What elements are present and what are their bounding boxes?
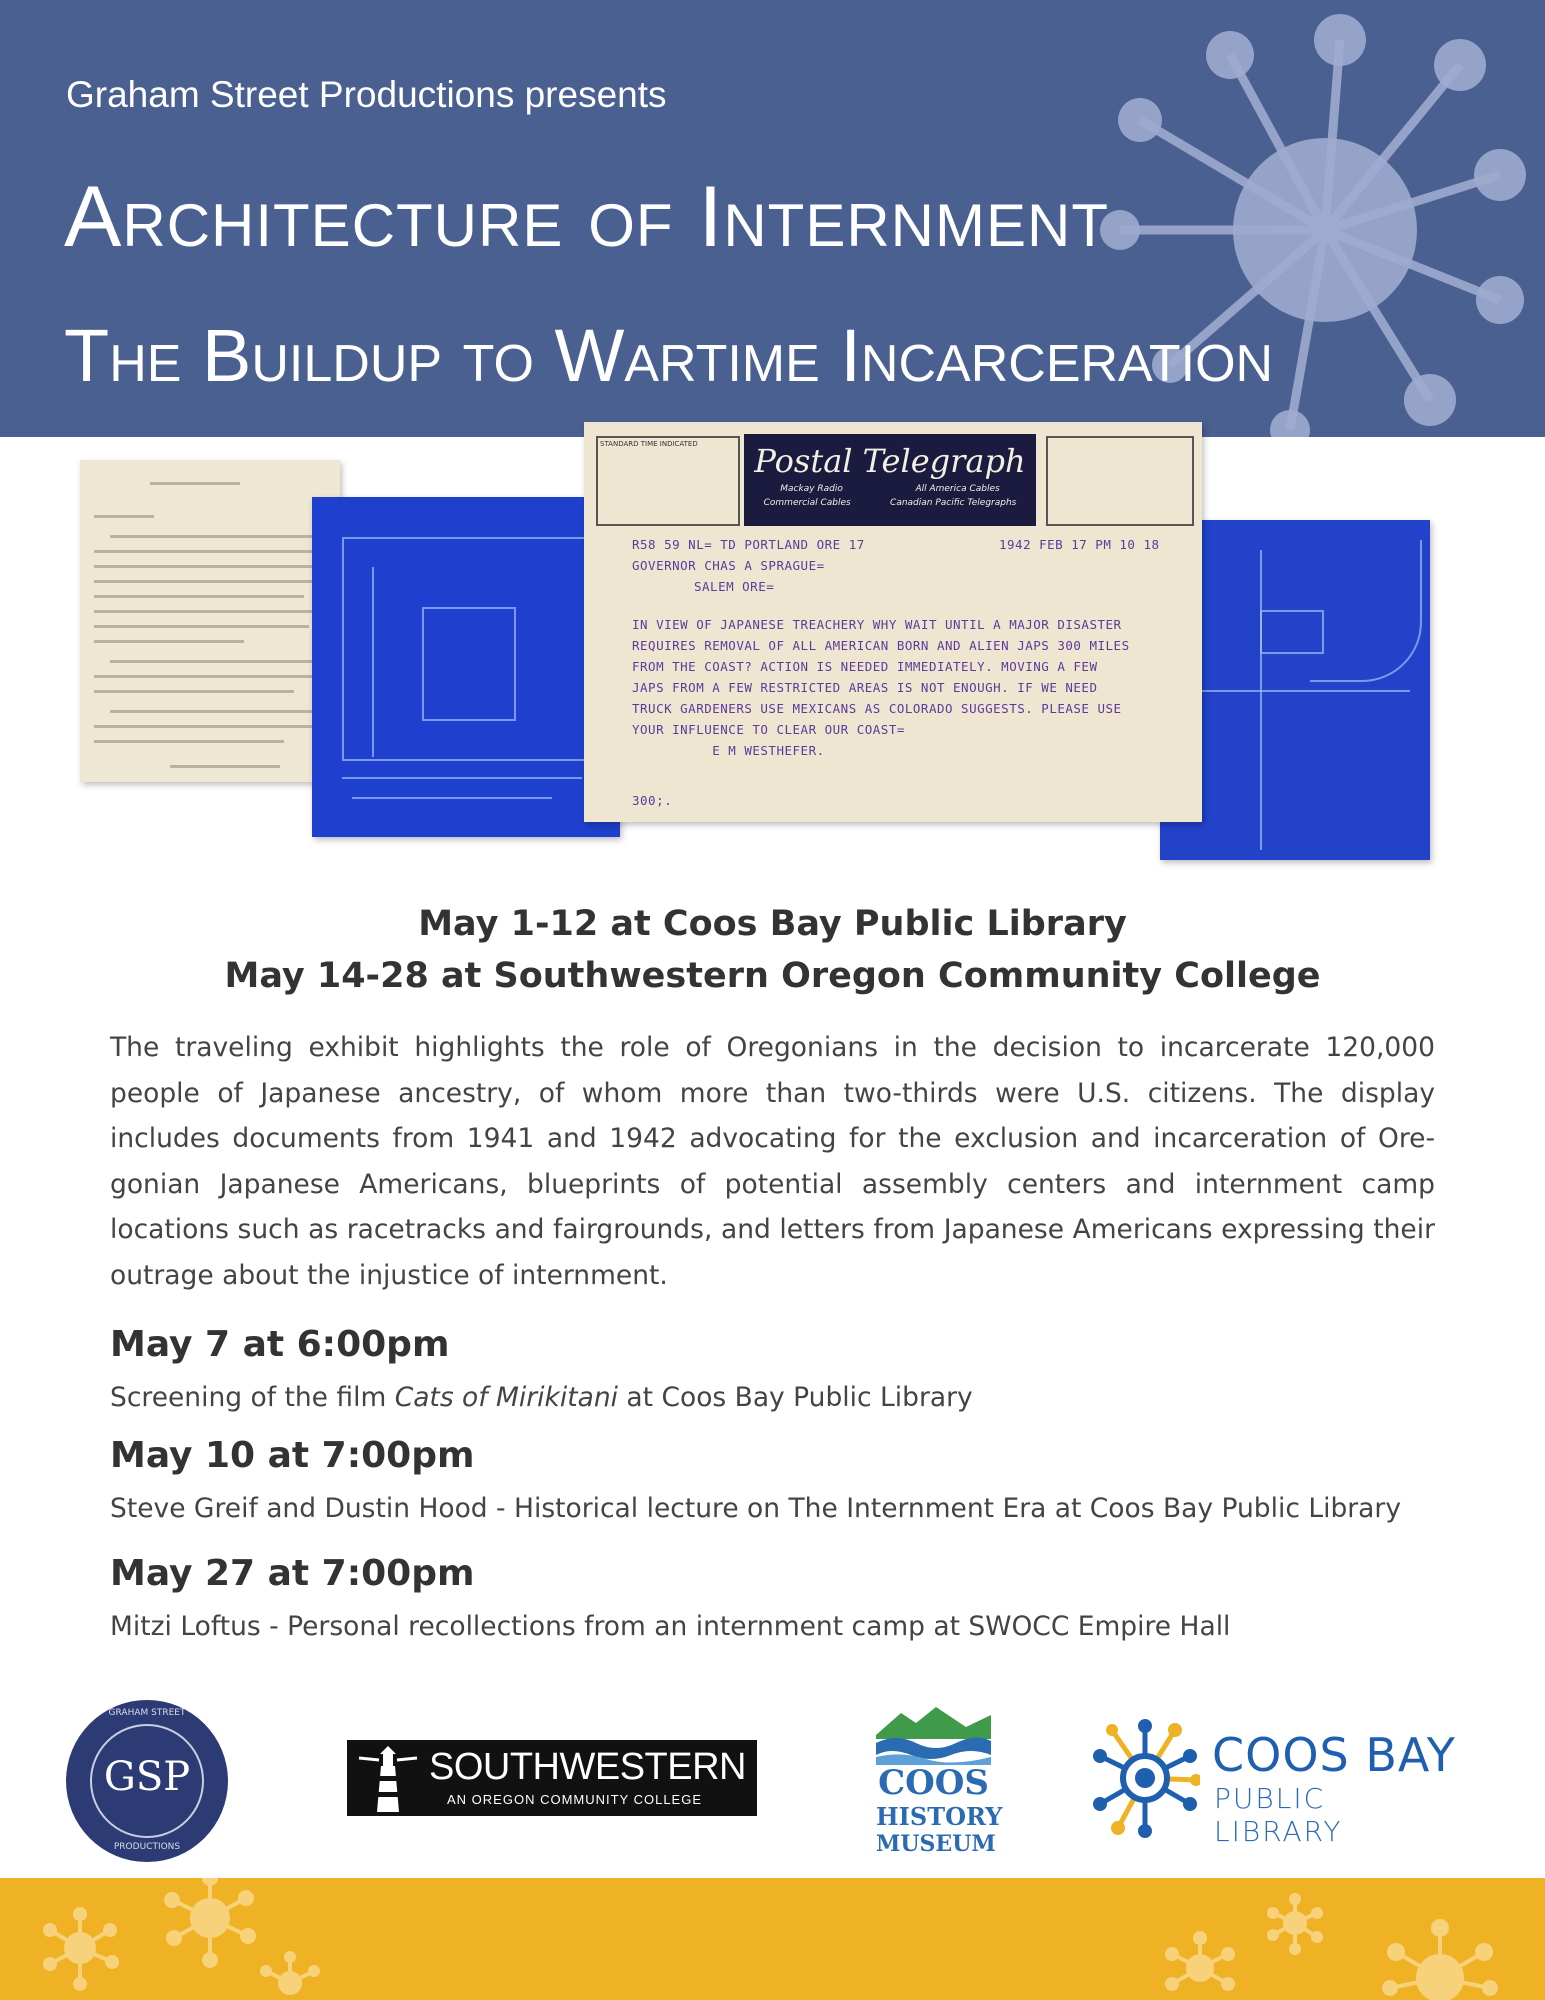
schedule-line-college: May 14-28 at Southwestern Oregon Community College [224, 956, 1321, 996]
network-decoration-footer-icon [0, 1878, 1545, 2000]
event-3-description: Mitzi Loftus - Personal recollections from an internment camp at SWOCC Empire Hall [110, 1611, 1231, 1642]
telegram-footer-code: 300;. [632, 793, 673, 808]
history-word: HISTORY [876, 1802, 1003, 1831]
lighthouse-icon [353, 1740, 423, 1816]
telegram-message-body: IN VIEW OF JAPANESE TREACHERY WHY WAIT UNTIL A MAJOR DISASTER REQUIRES REMOVAL OF ALL AMERICAN BORN AND ALIEN JAPS 300 MILES FROM THE COAST? ACTION IS NEEDED IMMEDIATELY. MOVING A FEW JAPS FROM A FEW RESTRICTED AREAS IS NOT ENOUGH. IF WE NEED TRUCK GARDENERS USE MEXICANS AS COLORADO SUGGESTS. PLEASE USE YOUR INFLUENCE TO CLEAR OUR COAST= E M WESTHEFER. [632, 617, 1130, 758]
telegram-date: 1942 FEB 17 PM 10 18 [999, 537, 1160, 552]
telegraph-brand: Postal Telegraph [754, 442, 1026, 480]
header-banner [0, 0, 1545, 437]
postal-telegraph-image: STANDARD TIME INDICATED Postal Telegraph Mackay Radio All America Cables Commercial Cables Canadian Pacific Telegraphs R58 59 NL= TD PORTLAND ORE 17 1942 FEB 17 PM 10 18 GOVERNOR CHAS A SPRAGUE= SALEM ORE= IN VIEW OF JAPANESE TREACHERY WHY WAIT UNTIL A MAJOR DISASTER REQUIRES REMOVAL OF ALL AMERICAN BORN AND ALIEN JAPS 300 MILES FROM THE COAST? ACTION IS NEEDED IMMEDIATELY. MOVING A FEW JAPS FROM A FEW RESTRICTED AREAS IS NOT ENOUGH. IF WE NEED TRUCK GARDENERS USE MEXICANS AS COLORADO SUGGESTS. PLEASE USE YOUR INFLUENCE TO CLEAR OUR COAST= E M WESTHEFER. 300;. [584, 422, 1202, 822]
event-3-title: May 27 at 7:00pm [110, 1553, 475, 1594]
schedule-line-library: May 1-12 at Coos Bay Public Library [418, 904, 1127, 944]
footer-band [0, 1878, 1545, 2000]
exhibit-description: The traveling exhibit highlights the role of Oregonians in the decision to incarcerate 120,000 people of Japanese ancestry, of whom more than two-thirds were U.S. citizens. The display includes documents from 1941 and 1942 advocating for the exclusion and incarceration of Oregonian Japanese Americans, blueprints of potential assembly centers and internment camp locations such as racetracks and fairgrounds, and letters from Japanese Americans expressing their outrage about the injustice of internment. [110, 1032, 1435, 1291]
gsp-logo: GSP GRAHAM STREET PRODUCTIONS [66, 1700, 228, 1862]
film-title: Cats of Mirikitani [394, 1382, 618, 1413]
event-2-title: May 10 at 7:00pm [110, 1435, 475, 1476]
public-library-name: PUBLIC LIBRARY [1214, 1782, 1343, 1848]
event-2-description: Steve Greif and Dustin Hood - Historical lecture on The Internment Era at Coos Bay Public Library [110, 1493, 1401, 1524]
telegram-routing-line: R58 59 NL= TD PORTLAND ORE 17 [632, 537, 865, 552]
mountain-wave-icon [876, 1705, 991, 1765]
exhibit-title: Architecture of Internment [64, 169, 1109, 265]
postal-telegraph-banner: Postal Telegraph Mackay Radio All America Cables Commercial Cables Canadian Pacific Telegraphs [744, 434, 1036, 526]
library-network-icon [1090, 1716, 1200, 1841]
telegram-recipient: GOVERNOR CHAS A SPRAGUE= [632, 558, 825, 573]
museum-word: MUSEUM [876, 1831, 996, 1857]
southwestern-logo [347, 1740, 757, 1816]
coos-word: COOS [878, 1763, 989, 1803]
southwestern-tagline: AN OREGON COMMUNITY COLLEGE [447, 1792, 703, 1807]
coos-bay-public-library-logo [1090, 1716, 1460, 1848]
coos-history-museum-logo [876, 1705, 1003, 1860]
event-1-description: Screening of the film Cats of Mirikitani at Coos Bay Public Library [110, 1382, 973, 1413]
exhibit-subtitle: The Buildup to Wartime Incarceration [64, 314, 1274, 397]
coos-bay-name: COOS BAY [1212, 1728, 1456, 1782]
event-1-title: May 7 at 6:00pm [110, 1324, 450, 1365]
typed-letter-image [80, 460, 340, 782]
southwestern-name: SOUTHWESTERN [429, 1746, 746, 1788]
blueprint-image-left [312, 497, 620, 837]
telegram-recipient-city: SALEM ORE= [694, 579, 775, 594]
gsp-initials: GSP [103, 1754, 191, 1800]
presenter-text: Graham Street Productions presents [66, 74, 667, 115]
